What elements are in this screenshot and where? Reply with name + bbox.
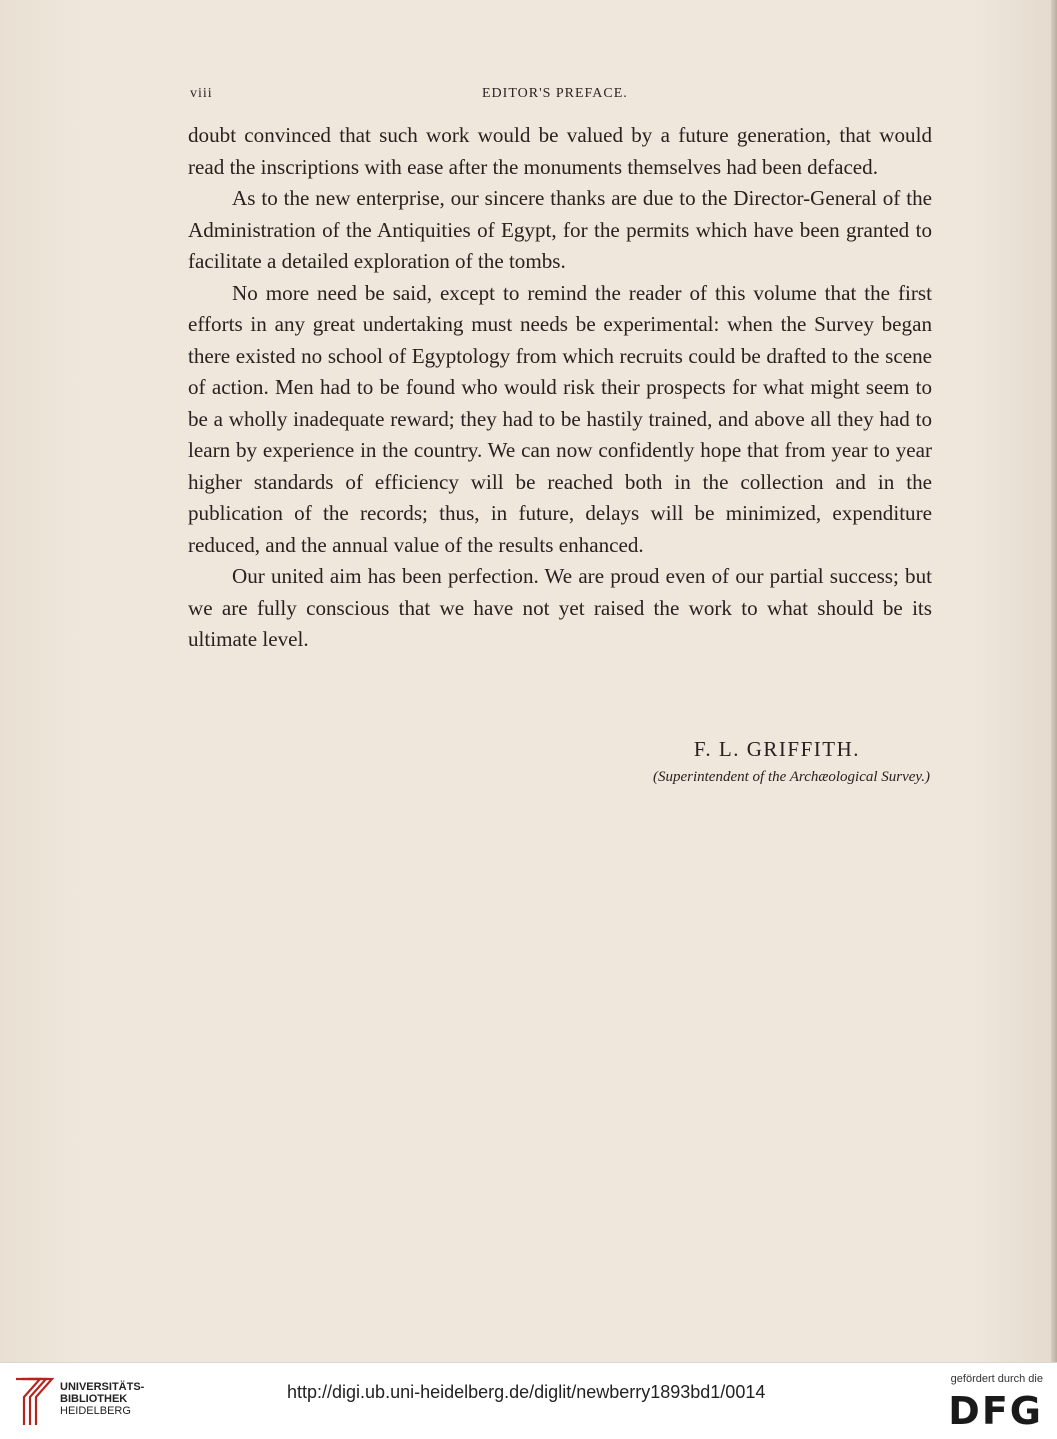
paragraph: No more need be said, except to remind the reader of this volume that the first efforts in any great undertaking must needs be experimental: when the Survey began there existed no school of Egyptology from which recruits could be drafted to the scene of action. Men had to be found who would risk their prospects for what might seem to be a wholly inadequate reward; they had to be hastily trained, and above all they had to learn by experience in the country. We can now confidently hope that from year to year higher standards of efficiency will be reached both in the collection and in the publication of the records; thus, in future, delays will be minimized, expenditure reduced, and the annual value of the results enhanced. <box>188 280 932 557</box>
dfg-logo: DFG <box>948 1389 1043 1433</box>
paragraph: As to the new enterprise, our sincere thanks are due to the Director-General of the Administration of the Antiquities of Egypt, for the permits which have been granted to facilitate a detailed exploration of the tombs. <box>188 186 932 273</box>
permalink[interactable]: http://digi.ub.uni-heidelberg.de/diglit/newberry1893bd1/0014 <box>287 1382 766 1402</box>
paragraph: Our united aim has been perfection. We are proud even of our partial success; but we are fully conscious that we have not yet raised the work to what should be its ultimate level. <box>188 564 932 651</box>
library-line: BIBLIOTHEK <box>60 1393 128 1405</box>
page-number: viii <box>190 86 213 101</box>
body-text <box>188 120 932 656</box>
library-line: UNIVERSITÄTS- <box>60 1381 145 1393</box>
page-edge <box>1051 0 1057 1362</box>
signature-name: F. L. GRIFFITH. <box>693 737 860 761</box>
running-head <box>190 86 930 106</box>
paragraph: doubt convinced that such work would be valued by a future generation, that would read the inscriptions with ease after the monuments themselves had been defaced. <box>188 123 932 179</box>
library-line: HEIDELBERG <box>60 1405 131 1417</box>
signature-title: (Superintendent of the Archæological Survey.) <box>652 769 930 785</box>
running-title: EDITOR'S PREFACE. <box>482 86 628 101</box>
university-library-logo-icon <box>10 1375 54 1429</box>
footer-bar <box>0 1362 1057 1439</box>
library-name <box>60 1381 144 1417</box>
funding-note: gefördert durch die <box>950 1373 1043 1385</box>
signature-block <box>188 733 930 789</box>
